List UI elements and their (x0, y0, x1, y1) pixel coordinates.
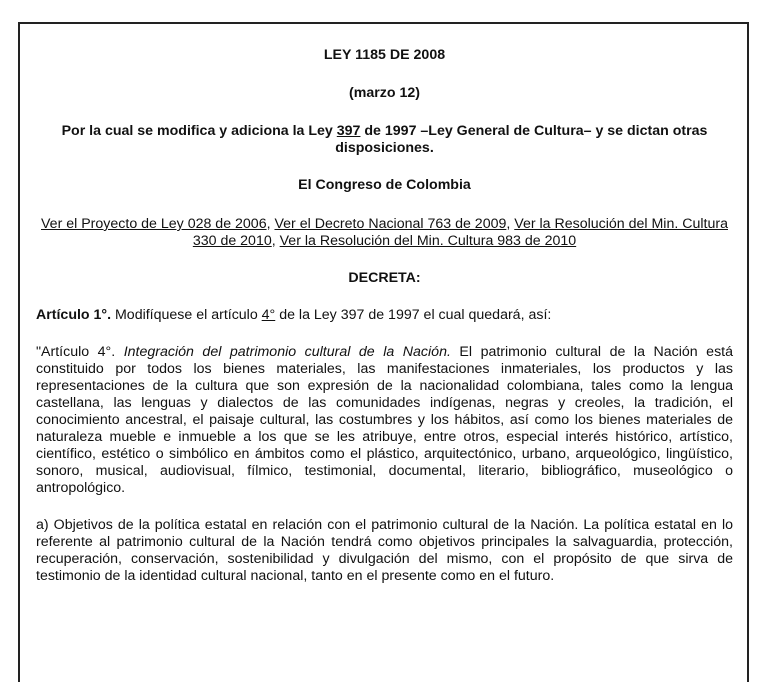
article-4-title: Integración del patrimonio cultural de la Nación. (123, 344, 451, 360)
article-1-post: de la Ley 397 de 1997 el cual quedará, así: (275, 307, 552, 323)
ref-separator: , (266, 216, 275, 232)
article-1-pre: Modifíquese el artículo (111, 307, 262, 323)
ref-separator: , (506, 216, 515, 232)
article-4-text: El patrimonio cultural de la Nación está constituido por todos los bienes materiales, las manifestaciones inmateriales, los productos y las representaciones de la cultura que son expresión de la nacionalidad colombiana, tales como la lengua castellana, las lenguas y dialectos de las comunidades indígenas, negras y creoles, la tradición, el conocimiento ancestral, el paisaje cultural, las costumbres y los hábitos, así como los bienes materiales de naturaleza mueble e inmueble a los que se les atribuye, entre otros, especial interés histórico, artístico, científico, estético o simbólico en ámbitos como el plástico, arquitectónico, urbano, arqueológico, lingüístico, sonoro, musical, audiovisual, fílmico, testimonial, documental, literario, bibliográfico, museológico o antropológico. (36, 344, 733, 496)
law-subtitle (36, 123, 733, 157)
article-4-link[interactable]: 4° (261, 307, 276, 323)
law-title: LEY 1185 DE 2008 (323, 47, 446, 63)
ley-397-link[interactable]: 397 (336, 123, 361, 139)
congress-heading: El Congreso de Colombia (298, 177, 471, 193)
law-date: (marzo 12) (349, 85, 420, 101)
article-4-paragraph (36, 344, 733, 497)
article-1 (36, 307, 733, 324)
ref-link-decreto[interactable]: Ver el Decreto Nacional 763 de 2009 (274, 216, 507, 232)
subtitle-post: de 1997 –Ley General de Cultura– y se dictan otras disposiciones. (335, 123, 708, 156)
document-page (18, 22, 749, 682)
ref-link-resolucion-983[interactable]: Ver la Resolución del Min. Cultura 983 de 2010 (279, 233, 577, 249)
ref-separator: , (271, 233, 280, 249)
article-4-label: "Artículo 4°. (36, 344, 124, 360)
article-1-label: Artículo 1°. (36, 307, 112, 323)
decreta-heading: DECRETA: (348, 270, 421, 286)
paragraph-a: a) Objetivos de la política estatal en relación con el patrimonio cultural de la Nación. La política estatal en lo referente al patrimonio cultural de la Nación tendrá como objetivos principales la salvaguardia, protección, recuperación, conservación, sostenibilidad y divulgación del mismo, con el propósito de que sirva de testimonio de la identidad cultural nacional, tanto en el presente como en el futuro. (36, 517, 733, 584)
ref-link-proyecto[interactable]: Ver el Proyecto de Ley 028 de 2006 (41, 216, 267, 232)
ref-link-resolucion-330[interactable]: Ver la Resolución del Min. Cultura 330 de 2010 (192, 216, 728, 249)
subtitle-pre: Por la cual se modifica y adiciona la Ley (61, 123, 337, 139)
references (36, 216, 733, 250)
